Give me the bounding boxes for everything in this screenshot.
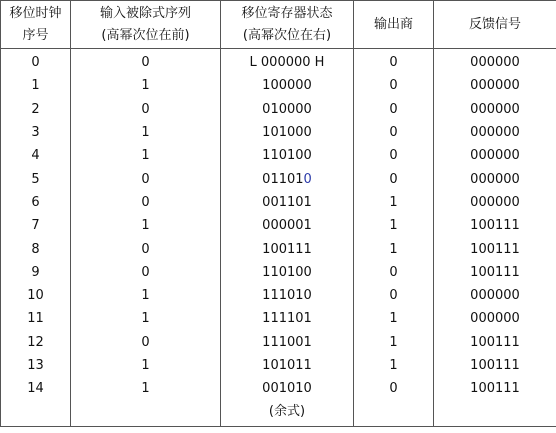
header-input-line2: (高幂次位在前) <box>101 27 190 43</box>
cell-input: 0 <box>71 49 221 75</box>
register-state-value: 111010 <box>262 288 312 304</box>
cell-feedback: 100111 <box>434 377 556 400</box>
cell-input: 0 <box>71 237 221 260</box>
table-body <box>1 49 556 427</box>
header-register-state <box>221 1 354 49</box>
cell-clock: 12 <box>1 331 71 354</box>
header-input-line1: 输入被除式序列 <box>99 5 191 21</box>
cell-clock: 5 <box>1 167 71 190</box>
table-row <box>1 261 556 284</box>
cell-feedback: 100111 <box>434 237 556 260</box>
cell-feedback: 100111 <box>434 331 556 354</box>
cell-clock: 6 <box>1 191 71 214</box>
cell-register-state <box>221 261 354 284</box>
cell-output: 1 <box>354 331 434 354</box>
cell-output: 0 <box>354 377 434 400</box>
cell-input: 1 <box>71 284 221 307</box>
register-state-value: 111001 <box>262 334 312 350</box>
cell-register-state <box>221 354 354 377</box>
cell-output: 0 <box>354 121 434 144</box>
cell-register-state <box>221 237 354 260</box>
cell-input: 0 <box>71 331 221 354</box>
header-row <box>1 1 556 49</box>
table-row <box>1 354 556 377</box>
cell-input: 1 <box>71 354 221 377</box>
header-register-line2: (高幂次位在右) <box>242 27 332 43</box>
cell-feedback: 000000 <box>434 167 556 190</box>
empty-cell <box>434 400 556 427</box>
register-state-value: 100000 <box>262 78 312 94</box>
table-row <box>1 49 556 75</box>
table-row <box>1 214 556 237</box>
remainder-label: (余式) <box>221 400 354 427</box>
header-clock <box>1 1 71 49</box>
cell-clock: 1 <box>1 74 71 97</box>
cell-input: 0 <box>71 191 221 214</box>
cell-input: 1 <box>71 74 221 97</box>
cell-input: 1 <box>71 377 221 400</box>
cell-feedback: 100111 <box>434 214 556 237</box>
cell-feedback: 000000 <box>434 121 556 144</box>
cell-output: 1 <box>354 354 434 377</box>
table-row <box>1 331 556 354</box>
cell-output: 0 <box>354 74 434 97</box>
table-row <box>1 307 556 330</box>
cell-register-state <box>221 214 354 237</box>
cell-clock: 14 <box>1 377 71 400</box>
register-state-value: 001101 <box>262 194 312 210</box>
cell-register-state <box>221 121 354 144</box>
table-row <box>1 191 556 214</box>
cell-output: 0 <box>354 98 434 121</box>
cell-clock: 2 <box>1 98 71 121</box>
cell-input: 0 <box>71 98 221 121</box>
cell-input: 1 <box>71 214 221 237</box>
cell-output: 1 <box>354 307 434 330</box>
register-state-value: 110100 <box>262 148 312 164</box>
register-state-value: 111101 <box>262 311 312 327</box>
table-row <box>1 284 556 307</box>
cell-register-state <box>221 144 354 167</box>
cell-register-state <box>221 307 354 330</box>
table-row <box>1 237 556 260</box>
header-input <box>71 1 221 49</box>
cell-input: 1 <box>71 307 221 330</box>
table-row <box>1 74 556 97</box>
register-state-value: 01101 <box>262 171 304 187</box>
cell-input: 1 <box>71 121 221 144</box>
cell-feedback: 000000 <box>434 191 556 214</box>
cell-input: 1 <box>71 144 221 167</box>
cell-feedback: 000000 <box>434 284 556 307</box>
cell-output: 1 <box>354 237 434 260</box>
table-row <box>1 167 556 190</box>
cell-register-state <box>221 377 354 400</box>
cell-register-state <box>221 284 354 307</box>
register-state-value: L 000000 H <box>249 55 325 71</box>
header-register-line1: 移位寄存器状态 <box>241 5 333 21</box>
empty-cell <box>354 400 434 427</box>
cell-clock: 4 <box>1 144 71 167</box>
cell-feedback: 000000 <box>434 98 556 121</box>
cell-input: 0 <box>71 261 221 284</box>
cell-clock: 0 <box>1 49 71 75</box>
cell-clock: 10 <box>1 284 71 307</box>
cell-register-state <box>221 331 354 354</box>
cell-feedback: 000000 <box>434 307 556 330</box>
register-state-value: 101000 <box>262 125 312 141</box>
table-row <box>1 98 556 121</box>
cell-output: 0 <box>354 167 434 190</box>
empty-cell <box>71 400 221 427</box>
cell-clock: 8 <box>1 237 71 260</box>
table-row <box>1 144 556 167</box>
cell-clock: 9 <box>1 261 71 284</box>
register-state-value: 001010 <box>262 381 312 397</box>
header-feedback: 反馈信号 <box>434 1 556 49</box>
cell-clock: 7 <box>1 214 71 237</box>
empty-cell <box>1 400 71 427</box>
cell-feedback: 100111 <box>434 261 556 284</box>
header-clock-line1: 移位时钟 <box>9 5 62 21</box>
cell-feedback: 100111 <box>434 354 556 377</box>
table-row <box>1 377 556 400</box>
cell-output: 1 <box>354 191 434 214</box>
cell-feedback: 000000 <box>434 49 556 75</box>
register-state-value: 110100 <box>262 264 312 280</box>
remainder-row <box>1 400 556 427</box>
cell-register-state <box>221 98 354 121</box>
register-state-value: 101011 <box>262 358 312 373</box>
table-row <box>1 121 556 144</box>
cell-clock: 11 <box>1 307 71 330</box>
cell-register-state <box>221 167 354 190</box>
header-output: 输出商 <box>354 1 434 49</box>
cell-output: 0 <box>354 144 434 167</box>
cell-register-state <box>221 191 354 214</box>
register-state-highlight-digit: 0 <box>303 171 312 187</box>
register-state-value: 010000 <box>262 101 312 117</box>
cell-clock: 13 <box>1 354 71 377</box>
cell-register-state <box>221 49 354 75</box>
cell-feedback: 000000 <box>434 74 556 97</box>
header-clock-line2: 序号 <box>22 27 49 43</box>
cell-feedback: 000000 <box>434 144 556 167</box>
cell-output: 0 <box>354 261 434 284</box>
register-state-value: 000001 <box>262 218 312 234</box>
cell-output: 0 <box>354 49 434 75</box>
register-state-value: 100111 <box>262 241 312 257</box>
cell-output: 0 <box>354 284 434 307</box>
cell-input: 0 <box>71 167 221 190</box>
cell-output: 1 <box>354 214 434 237</box>
cell-clock: 3 <box>1 121 71 144</box>
cell-register-state <box>221 74 354 97</box>
